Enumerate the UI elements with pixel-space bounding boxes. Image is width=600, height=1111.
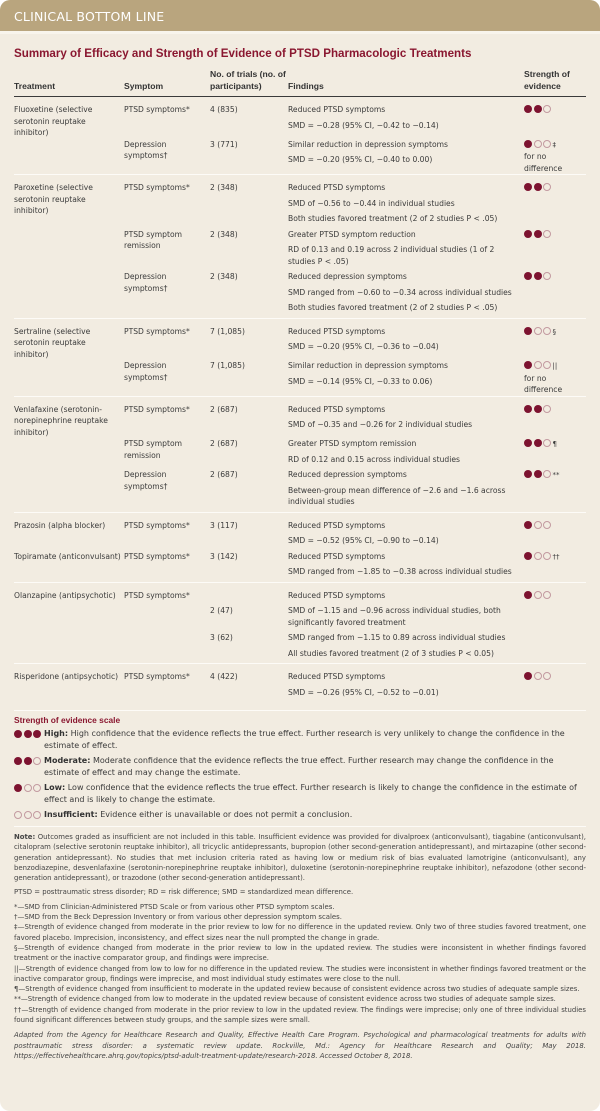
finding-line: Reduced PTSD symptoms <box>288 326 386 336</box>
treatment-cell: Fluoxetine (selective serotonin reuptake inhibitor) <box>14 105 93 137</box>
finding-line: RD of 0.12 and 0.15 across individual studies <box>288 454 460 464</box>
scale-dots <box>14 782 44 806</box>
trials-cell: 7 (1,085) <box>210 361 245 370</box>
footnote: ††—Strength of evidence changed from moderate in the prior review to low in the updated review. The findings were imprecise; only one of three individual studies found significant differences between study groups, and the sample sizes were small. <box>14 1005 586 1025</box>
finding-line: Reduced PTSD symptoms <box>288 672 386 681</box>
evidence-cell <box>524 438 586 469</box>
finding-line: RD of 0.13 and 0.19 across 2 individual studies (1 of 2 studies P < .05) <box>288 245 495 266</box>
evidence-cell <box>524 360 586 396</box>
filled-dot-icon <box>524 105 532 113</box>
notes-section <box>14 826 586 1061</box>
note-label: Note: <box>14 833 36 841</box>
evidence-cell <box>524 175 586 229</box>
filled-dot-icon <box>524 672 532 680</box>
empty-dot-icon <box>543 521 551 529</box>
table-row <box>14 469 586 512</box>
table-header-row <box>14 68 586 97</box>
treatment-cell: Topiramate (anticonvulsant) <box>14 551 121 561</box>
evidence-footnote-mark: †† <box>552 552 560 561</box>
empty-dot-icon <box>534 672 542 680</box>
finding-line: SMD ranged from −1.85 to −0.38 across individual studies <box>288 567 512 576</box>
filled-dot-icon <box>524 140 532 148</box>
table-row <box>14 396 586 438</box>
symptom-cell: PTSD symptoms* <box>124 582 210 605</box>
empty-dot-icon <box>543 361 551 369</box>
filled-dot-icon <box>524 405 532 413</box>
filled-dot-icon <box>524 361 532 369</box>
trials-cell: 2 (348) <box>210 229 238 239</box>
filled-dot-icon <box>524 230 532 238</box>
table-row <box>14 229 586 272</box>
filled-dot-icon <box>534 105 542 113</box>
treatment-cell <box>14 469 124 512</box>
filled-dot-icon <box>524 183 532 191</box>
findings-cell <box>288 605 524 632</box>
trials-cell <box>210 582 288 605</box>
section-header: CLINICAL BOTTOM LINE <box>0 0 600 34</box>
evidence-cell <box>524 229 586 272</box>
treatment-table <box>14 68 586 702</box>
filled-dot-icon <box>524 521 532 529</box>
trials-cell: 3 (62) <box>210 633 233 642</box>
trials-cell: 2 (687) <box>210 396 288 438</box>
findings-cell <box>288 469 524 512</box>
table-row <box>14 175 586 229</box>
empty-dot-icon <box>543 327 551 335</box>
scale-dots <box>14 755 44 779</box>
finding-line: Reduced PTSD symptoms <box>288 105 386 114</box>
symptom-cell: Depression symptoms† <box>124 470 168 491</box>
finding-line: Similar reduction in depression symptoms <box>288 361 448 370</box>
empty-dot-icon <box>543 230 551 238</box>
footnote: †—SMD from the Beck Depression Inventory or from various other depression symptom scales. <box>14 913 342 922</box>
symptom-cell <box>124 632 210 664</box>
filled-dot-icon <box>534 230 542 238</box>
empty-dot-icon <box>543 591 551 599</box>
empty-dot-icon <box>543 405 551 413</box>
scale-text <box>44 782 586 806</box>
findings-cell <box>288 396 524 438</box>
filled-dot-icon <box>14 784 22 792</box>
trials-cell: 2 (687) <box>210 470 238 479</box>
filled-dot-icon <box>534 183 542 191</box>
symptom-cell: Depression symptoms† <box>124 139 168 160</box>
treatment-cell: Sertraline (selective serotonin reuptake inhibitor) <box>14 318 124 360</box>
finding-line: SMD = −0.28 (95% CI, −0.42 to −0.14) <box>288 120 439 130</box>
findings-cell <box>288 139 524 175</box>
empty-dot-icon <box>33 757 41 765</box>
findings-cell <box>288 229 524 272</box>
finding-line: Similar reduction in depression symptoms <box>288 139 448 149</box>
col-symptom: Symptom <box>124 68 210 97</box>
treatment-cell <box>14 139 124 175</box>
treatment-cell <box>14 360 124 396</box>
table-row <box>14 271 586 318</box>
scale-level-name: Low: <box>44 783 66 792</box>
table-row <box>14 632 586 664</box>
filled-dot-icon <box>534 405 542 413</box>
finding-line: Reduced PTSD symptoms <box>288 551 386 561</box>
finding-line: All studies favored treatment (2 of 3 studies P < 0.05) <box>288 648 494 658</box>
findings-cell <box>288 512 524 551</box>
scale-level-name: Moderate: <box>44 756 91 765</box>
scale-item <box>14 782 586 806</box>
treatment-cell <box>14 438 124 469</box>
footnote: ||—Strength of evidence changed from low to low for no difference in the updated review. The studies were inconsistent in whether findings favored treatment or the inactive comparator group, findings were imprecise, and most individual study estimates were close to the null. <box>14 964 586 983</box>
findings-cell <box>288 664 524 703</box>
treatment-cell: Paroxetine (selective serotonin reuptake inhibitor) <box>14 175 124 229</box>
empty-dot-icon <box>14 811 22 819</box>
findings-cell <box>288 175 524 229</box>
table-row <box>14 438 586 469</box>
note-text: Outcomes graded as insufficient are not included in this table. Insufficient evidence was provided for divalproex (anticonvulsant), tiagabine (anticonvulsant), citalopram (selective serotonin reuptake inhibitor), all tricyclic antidepressants, bupropion (other second-generation antidepressant), and mirtazapine (other second-generation antidepressant). No studies that met inclusion criteria rated as having low or medium risk of bias evaluated lamotrigine (anticonvulsant), any benzodiazepine, desvenlafaxine (serotonin-norepinephrine reuptake inhibitor), duloxetine (serotonin-norepinephrine reuptake inhibitor), nefazodone (other second-generation antidepressant), or trazodone (other second-generation antidepressant). <box>14 833 586 883</box>
filled-dot-icon <box>524 439 532 447</box>
table-row <box>14 360 586 396</box>
filled-dot-icon <box>534 439 542 447</box>
scale-description: Low confidence that the evidence reflects the true effect. Further research is likely to change the confidence in the estimate of effect and is likely to change the estimate. <box>44 783 577 804</box>
finding-line: Both studies favored treatment (2 of 2 studies P < .05) <box>288 303 498 312</box>
symptom-cell: Depression symptoms† <box>124 272 168 293</box>
trials-cell: 4 (422) <box>210 664 288 703</box>
filled-dot-icon <box>524 272 532 280</box>
finding-line: SMD = −0.14 (95% CI, −0.33 to 0.06) <box>288 376 433 386</box>
evidence-cell <box>524 97 586 139</box>
trials-cell: 2 (348) <box>210 272 238 281</box>
scale-description: Evidence either is unavailable or does not permit a conclusion. <box>100 810 353 819</box>
scale-item <box>14 728 586 752</box>
symptom-cell: PTSD symptoms* <box>124 551 190 561</box>
treatment-cell: Risperidone (antipsychotic) <box>14 664 124 703</box>
finding-line: SMD ranged from −0.60 to −0.34 across individual studies <box>288 287 512 297</box>
empty-dot-icon <box>543 105 551 113</box>
finding-line: SMD = −0.26 (95% CI, −0.52 to −0.01) <box>288 687 439 697</box>
treatment-cell <box>14 229 124 272</box>
filled-dot-icon <box>534 470 542 478</box>
finding-line: SMD of −1.15 and −0.96 across individual studies, both significantly favored treatment <box>288 606 501 627</box>
finding-line: Both studies favored treatment (2 of 2 studies P < .05) <box>288 214 498 223</box>
empty-dot-icon <box>543 140 551 148</box>
scale-text <box>44 728 586 752</box>
table-row <box>14 605 586 632</box>
empty-dot-icon <box>534 327 542 335</box>
symptom-cell: PTSD symptoms* <box>124 175 210 229</box>
table-row <box>14 97 586 139</box>
evidence-cell <box>524 551 586 583</box>
footnote: *—SMD from Clinician-Administered PTSD Scale or from various other PTSD symptom scales. <box>14 902 335 911</box>
col-treatment: Treatment <box>14 68 124 97</box>
trials-cell: 2 (687) <box>210 439 238 448</box>
scale-description: High confidence that the evidence reflects the true effect. Further research is very unlikely to change the confidence in the estimate of effect. <box>44 729 565 750</box>
evidence-note: for no difference <box>524 373 563 394</box>
findings-cell <box>288 360 524 396</box>
scale-description: Moderate confidence that the evidence reflects the true effect. Further research may change the confidence in the estimate of effect and may change the estimate. <box>44 756 554 777</box>
trials-cell: 4 (835) <box>210 105 238 114</box>
col-findings: Findings <box>288 68 524 97</box>
footnote: **—Strength of evidence changed from low to moderate in the updated review because of consistent evidence across two studies of adequate sample sizes. <box>14 995 556 1004</box>
finding-line: Reduced PTSD symptoms <box>288 404 386 414</box>
trials-cell: 2 (348) <box>210 175 288 229</box>
findings-cell <box>288 551 524 583</box>
table-row <box>14 512 586 551</box>
treatment-cell <box>14 271 124 318</box>
empty-dot-icon <box>543 183 551 191</box>
evidence-cell <box>524 396 586 438</box>
finding-line: Reduced PTSD symptoms <box>288 183 386 192</box>
findings-cell <box>288 318 524 360</box>
trials-cell: 3 (771) <box>210 139 238 149</box>
treatment-cell: Olanzapine (antipsychotic) <box>14 582 124 605</box>
evidence-cell <box>524 582 586 605</box>
empty-dot-icon <box>543 272 551 280</box>
abbreviations: PTSD = posttraumatic stress disorder; RD = risk difference; SMD = standardized mean difference. <box>14 888 354 897</box>
evidence-cell <box>524 605 586 632</box>
symptom-cell: Depression symptoms† <box>124 361 168 382</box>
scale-level-name: Insufficient: <box>44 810 98 819</box>
symptom-cell <box>124 605 210 632</box>
empty-dot-icon <box>543 552 551 560</box>
table-row <box>14 582 586 605</box>
filled-dot-icon <box>524 327 532 335</box>
table-title: Summary of Efficacy and Strength of Evidence of PTSD Pharmacologic Treatments <box>14 47 472 60</box>
empty-dot-icon <box>24 811 32 819</box>
scale-item <box>14 755 586 779</box>
table-row <box>14 139 586 175</box>
footnotes <box>14 902 586 1026</box>
finding-line: Greater PTSD symptom remission <box>288 439 417 448</box>
trials-cell: 3 (142) <box>210 551 238 561</box>
finding-line: SMD = −0.52 (95% CI, −0.90 to −0.14) <box>288 536 439 545</box>
findings-cell <box>288 271 524 318</box>
finding-line: SMD of −0.56 to −0.44 in individual studies <box>288 198 455 208</box>
evidence-note: for no difference <box>524 152 563 173</box>
trials-cell: 2 (47) <box>210 606 233 615</box>
trials-cell: 3 (117) <box>210 512 288 551</box>
empty-dot-icon <box>534 140 542 148</box>
finding-line: Reduced PTSD symptoms <box>288 520 386 530</box>
evidence-footnote-mark: § <box>552 327 556 336</box>
empty-dot-icon <box>534 591 542 599</box>
filled-dot-icon <box>524 470 532 478</box>
table-row <box>14 318 586 360</box>
evidence-cell <box>524 318 586 360</box>
scale-level-name: High: <box>44 729 69 738</box>
symptom-cell: PTSD symptoms* <box>124 512 210 551</box>
findings-cell <box>288 582 524 605</box>
filled-dot-icon <box>14 757 22 765</box>
footnote: ‡—Strength of evidence changed from moderate in the prior review to low for no difference in the updated review. Only two of three studies favored treatment, one favored placebo. Imprecision, inconsistency, and effect sizes near the null prompted the change in grade. <box>14 923 586 942</box>
treatment-cell <box>14 632 124 664</box>
evidence-cell <box>524 632 586 664</box>
empty-dot-icon <box>33 811 41 819</box>
table-row <box>14 664 586 703</box>
symptom-cell: PTSD symptom remission <box>124 439 182 460</box>
evidence-scale <box>14 710 586 822</box>
empty-dot-icon <box>24 784 32 792</box>
footnote: §—Strength of evidence changed from moderate in the prior review to low in the updated review. The studies were inconsistent in whether findings favored treatment or the inactive comparator group, and findings were imprecise. <box>14 943 586 963</box>
treatment-cell <box>14 605 124 632</box>
symptom-cell: PTSD symptoms* <box>124 396 210 438</box>
empty-dot-icon <box>543 470 551 478</box>
footnote: ¶—Strength of evidence changed from insufficient to moderate in the updated review because of consistent evidence across two studies of adequate sample sizes. <box>14 985 580 994</box>
filled-dot-icon <box>534 272 542 280</box>
treatment-cell: Venlafaxine (serotonin-norepinephrine reuptake inhibitor) <box>14 396 124 438</box>
filled-dot-icon <box>524 591 532 599</box>
finding-line: SMD ranged from −1.15 to 0.89 across individual studies <box>288 633 506 642</box>
evidence-footnote-mark: || <box>552 362 558 370</box>
empty-dot-icon <box>534 552 542 560</box>
source-citation: Adapted from the Agency for Healthcare Research and Quality, Effective Health Care Program. Psychological and pharmacological treatments for adults with posttraumatic stress disorder: a systematic review update. Rockville, Md.: Agency for Healthcare Research and Quality; May 2018. https://effectivehealthcare.ahrq.gov/topics/ptsd-adult-treatment-update/research-2018. Accessed October 8, 2018. <box>14 1031 586 1060</box>
empty-dot-icon <box>543 672 551 680</box>
note <box>14 832 586 883</box>
evidence-cell <box>524 664 586 703</box>
evidence-footnote-mark: ‡ <box>552 140 556 149</box>
evidence-cell <box>524 512 586 551</box>
evidence-footnote-mark: ¶ <box>552 440 557 448</box>
symptom-cell: PTSD symptoms* <box>124 664 210 703</box>
finding-line: Between-group mean difference of −2.6 and −1.6 across individual studies <box>288 485 506 506</box>
treatment-cell: Prazosin (alpha blocker) <box>14 512 124 551</box>
finding-line: Reduced PTSD symptoms <box>288 590 386 600</box>
finding-line: Reduced depression symptoms <box>288 470 407 479</box>
empty-dot-icon <box>33 784 41 792</box>
scale-dots <box>14 809 44 822</box>
evidence-cell <box>524 139 586 175</box>
findings-cell <box>288 438 524 469</box>
symptom-cell: PTSD symptoms* <box>124 318 210 360</box>
finding-line: Reduced depression symptoms <box>288 272 407 281</box>
symptom-cell: PTSD symptoms* <box>124 105 190 114</box>
finding-line: SMD = −0.20 (95% CI, −0.40 to 0.00) <box>288 155 433 164</box>
filled-dot-icon <box>524 552 532 560</box>
scale-item <box>14 809 586 822</box>
finding-line: SMD = −0.20 (95% CI, −0.36 to −0.04) <box>288 342 439 351</box>
empty-dot-icon <box>534 521 542 529</box>
empty-dot-icon <box>534 361 542 369</box>
col-trials: No. of trials (no. of participants) <box>210 68 288 97</box>
finding-line: Greater PTSD symptom reduction <box>288 229 416 239</box>
filled-dot-icon <box>14 730 22 738</box>
trials-cell: 7 (1,085) <box>210 318 288 360</box>
scale-title: Strength of evidence scale <box>14 715 121 725</box>
evidence-cell <box>524 469 586 512</box>
filled-dot-icon <box>24 757 32 765</box>
finding-line: SMD of −0.35 and −0.26 for 2 individual studies <box>288 420 473 429</box>
scale-text <box>44 755 586 779</box>
evidence-cell <box>524 271 586 318</box>
findings-cell <box>288 632 524 664</box>
symptom-cell: PTSD symptom remission <box>124 229 182 250</box>
filled-dot-icon <box>24 730 32 738</box>
filled-dot-icon <box>33 730 41 738</box>
evidence-footnote-mark: ** <box>552 471 560 479</box>
table-row <box>14 551 586 583</box>
col-evidence: Strength of evidence <box>524 68 586 97</box>
empty-dot-icon <box>543 439 551 447</box>
scale-text <box>44 809 352 822</box>
scale-dots <box>14 728 44 752</box>
findings-cell <box>288 97 524 139</box>
